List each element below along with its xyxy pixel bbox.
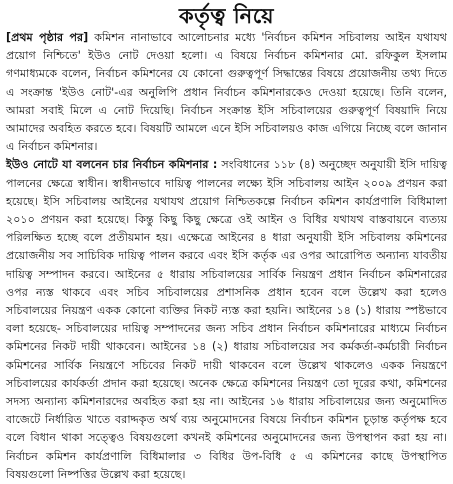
article-paragraph-1 <box>6 29 447 156</box>
article-paragraph-2 <box>6 156 447 484</box>
paragraph-1-text: কমিশন নানাভাবে আলোচনার মধ্যে 'নির্বাচন কমিশন সচিবালয় আইন যথাযথ প্রয়োগ নিশ্চিতে' ইউও নোট দেওয়া হলো। এ বিষয়ে নির্বাচন কমিশনার মো. রফিকুল ইসলাম গণমাধ্যমকে বলেন, নির্বাচন কমিশনের যে কোনো গুরুত্বপূর্ণ সিদ্ধান্তের বিষয়ে প্রয়োজনীয় তথ্য দিতে এ সংক্রান্ত 'ইউও নোট'-এর অনুলিপি প্রধান নির্বাচন কমিশনারকেও দেওয়া হয়েছে। তিনি বলেন, আমরা সবাই মিলে এ নোট দিয়েছি। নির্বাচন সংক্রান্ত ইসি সচিবালয়ের গুরুত্বপূর্ণ বিষয়াদি নিয়ে আমাদের অবহিত করতে হবে। বিষয়টি আমলে এনে ইসি সচিবালয়ও কাজ এগিয়ে নিচ্ছে বলে জানান এ নির্বাচন কমিশনার। <box>6 31 447 154</box>
paragraph-2-text: সংবিধানের ১১৮ (৪) অনুচ্ছেদ অনুযায়ী ইসি দায়িত্ব পালনের ক্ষেত্রে স্বাধীন। স্বাধীনভাবে দায়িত্ব পালনের লক্ষ্যে ইসি সচিবালয় আইন ২০০৯ প্রণয়ন করা হয়েছে। ইসি সচিবালয় আইনের যথাযথ প্রয়োগ নিশ্চিতকল্পে নির্বাচন কমিশন কার্যপ্রণালি বিধিমালা ২০১০ প্রণয়ন করা হয়েছে। কিন্তু কিছু কিছু ক্ষেত্রে ওই আইন ও বিধির যথাযথ বাস্তবায়নে ব্যত্যয় পরিলক্ষিত হচ্ছে বলে প্রতীয়মান হয়। এক্ষেত্রে আইনের ৪ ধারা অনুযায়ী ইসি সচিবালয় কমিশনের প্রয়োজনীয় সব সাচিবিক দায়িত্ব পালন করবে এবং ইসি কর্তৃক এর ওপর আরোপিত অন্যান্য যাবতীয় দায়িত্ব সম্পাদন করবে। আইনের ৫ ধারায় সচিবালয়ের সার্বিক নিয়ন্ত্রণ প্রধান নির্বাচন কমিশনারের ওপর ন্যস্ত থাকবে এবং সচিব সচিবালয়ের প্রশাসনিক প্রধান হবেন বলে উল্লেখ করা হলেও সচিবালয়ের নিয়ন্ত্রণ একক কোনো ব্যক্তির নিকট ন্যস্ত করা হয়নি। আইনের ১৪ (১) ধারায় স্পষ্টভাবে বলা হয়েছে- সচিবালয়ের দায়িত্ব সম্পাদনের জন্য সচিব প্রধান নির্বাচন কমিশনারের মাধ্যমে নির্বাচন কমিশনের নিকট দায়ী থাকবেন। আইনের ১৪ (২) ধারায় সচিবালয়ের সব কর্মকর্তা-কর্মচারী নির্বাচন কমিশনের সার্বিক নিয়ন্ত্রণে সচিবের নিকট দায়ী থাকবেন বলে উল্লেখ থাকলেও একক নিয়ন্ত্রণে সচিবালয়ের কার্যকর্তা প্রদান করা হয়েছে। অনেক ক্ষেত্রে কমিশনের নিয়ন্ত্রণ তো দূরের কথা, কমিশনের সদস্য অন্যান্য কমিশনারদের অবহিত করা হয় না। আইনের ১৬ ধারায় সচিবালয়ের জন্য অনুমোদিত বাজেটে নির্ধারিত খাতে বরাদ্দকৃত অর্থ ব্যয় অনুমোদনের বিষয়ে নির্বাচন কমিশন চূড়ান্ত কর্তৃপক্ষ হবে বলে বিধান থাকা সত্ত্বেও বিষয়গুলো কখনই কমিশনের অনুমোদনের জন্য উপস্থাপন করা হয় না। নির্বাচন কমিশন কার্যপ্রণালি বিধিমালার ৩ বিধির উপ-বিধি ৫ এ কমিশনের কাছে উপস্থাপিত বিষয়গুলো নিষ্পত্তির উল্লেখ করা হয়েছে। <box>6 158 447 481</box>
sub-headline: ইউও নোটে যা বলনেন চার নির্বাচন কমিশনার : <box>6 158 218 172</box>
continuation-label: [প্রথম পৃষ্ঠার পর] <box>6 31 89 44</box>
article-headline: কর্তৃত্ব নিয়ে <box>178 3 275 28</box>
